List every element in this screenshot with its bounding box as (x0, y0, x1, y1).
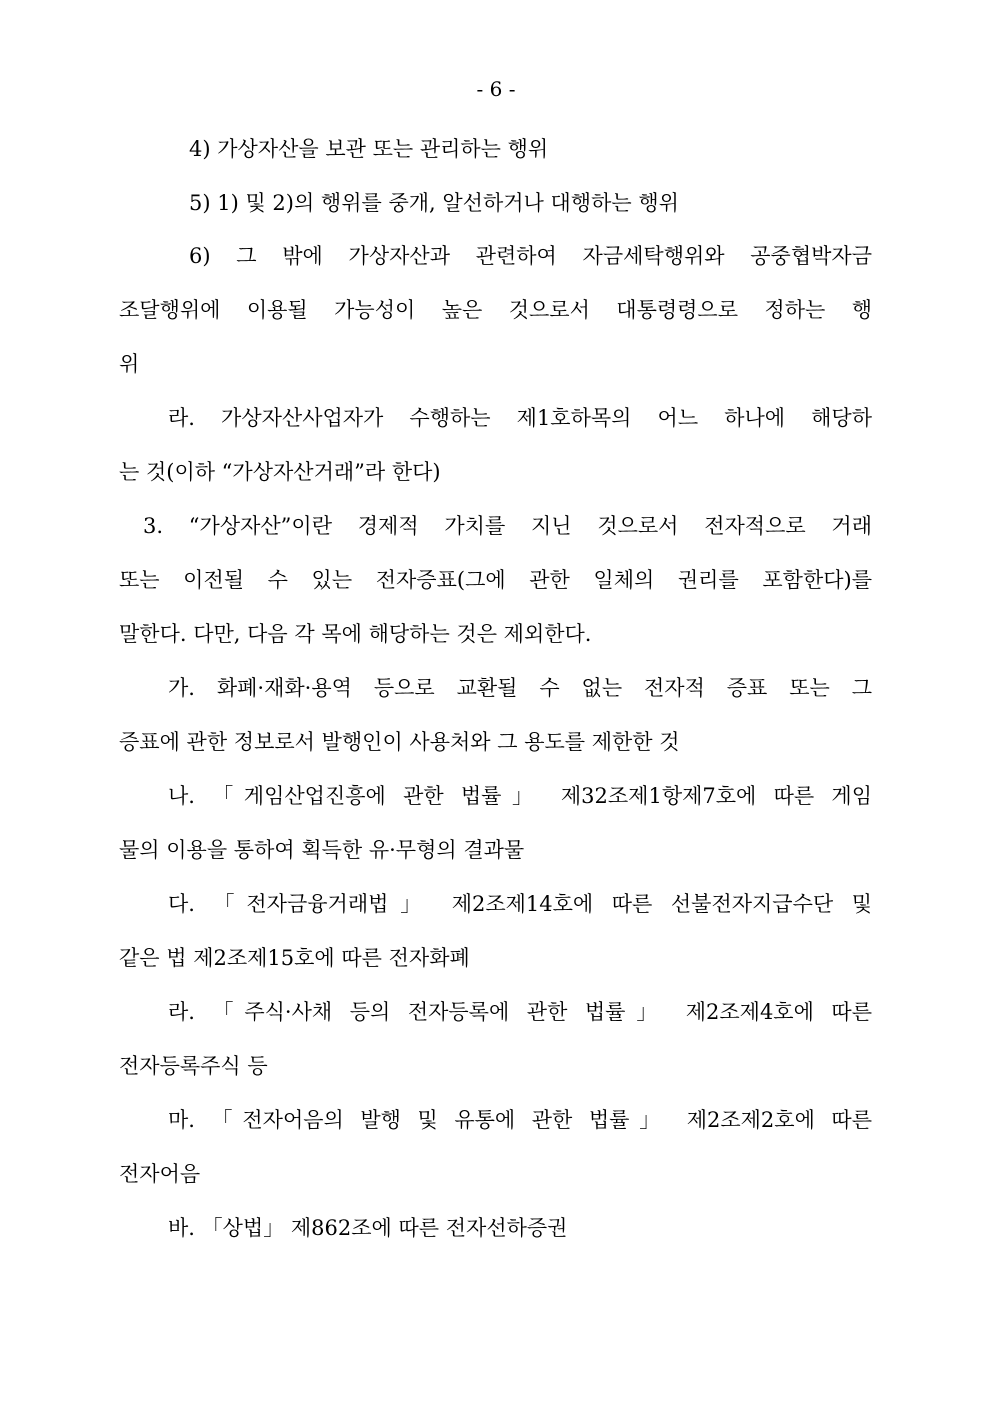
text-line: 말한다. 다만, 다음 각 목에 해당하는 것은 제외한다. (119, 622, 592, 646)
text-line: 위 (119, 352, 140, 376)
text-line: 가. 화폐·재화·용역 등으로 교환될 수 없는 전자적 증표 또는 그 (168, 676, 872, 700)
text-line: 증표에 관한 정보로서 발행인이 사용처와 그 용도를 제한한 것 (119, 730, 680, 754)
text-line: 라. 가상자산사업자가 수행하는 제1호하목의 어느 하나에 해당하 (168, 406, 872, 430)
text-line: 조달행위에 이용될 가능성이 높은 것으로서 대통령령으로 정하는 행 (119, 298, 872, 322)
text-line: 바. 「상법」 제862조에 따른 전자선하증권 (168, 1216, 568, 1240)
text-line: 3. “가상자산”이란 경제적 가치를 지닌 것으로서 전자적으로 거래 (143, 514, 872, 538)
text-line: 5) 1) 및 2)의 행위를 중개, 알선하거나 대행하는 행위 (189, 191, 679, 215)
text-line: 4) 가상자산을 보관 또는 관리하는 행위 (189, 137, 549, 161)
text-line: 는 것(이하 “가상자산거래”라 한다) (119, 460, 441, 484)
text-line: 마. 「전자어음의 발행 및 유통에 관한 법률」 제2조제2호에 따른 (168, 1108, 872, 1132)
page-number: - 6 - (476, 77, 516, 101)
text-line: 또는 이전될 수 있는 전자증표(그에 관한 일체의 권리를 포함한다)를 (119, 568, 872, 592)
text-line: 6) 그 밖에 가상자산과 관련하여 자금세탁행위와 공중협박자금 (189, 244, 872, 268)
text-line: 물의 이용을 통하여 획득한 유·무형의 결과물 (119, 838, 525, 862)
text-line: 나. 「게임산업진흥에 관한 법률」 제32조제1항제7호에 따른 게임 (168, 784, 872, 808)
text-line: 전자어음 (119, 1162, 201, 1186)
text-line: 같은 법 제2조제15호에 따른 전자화폐 (119, 946, 470, 970)
text-line: 다. 「전자금융거래법」 제2조제14호에 따른 선불전자지급수단 및 (168, 892, 872, 916)
text-line: 라. 「주식·사채 등의 전자등록에 관한 법률」 제2조제4호에 따른 (168, 1000, 872, 1024)
text-line: 전자등록주식 등 (119, 1054, 268, 1078)
